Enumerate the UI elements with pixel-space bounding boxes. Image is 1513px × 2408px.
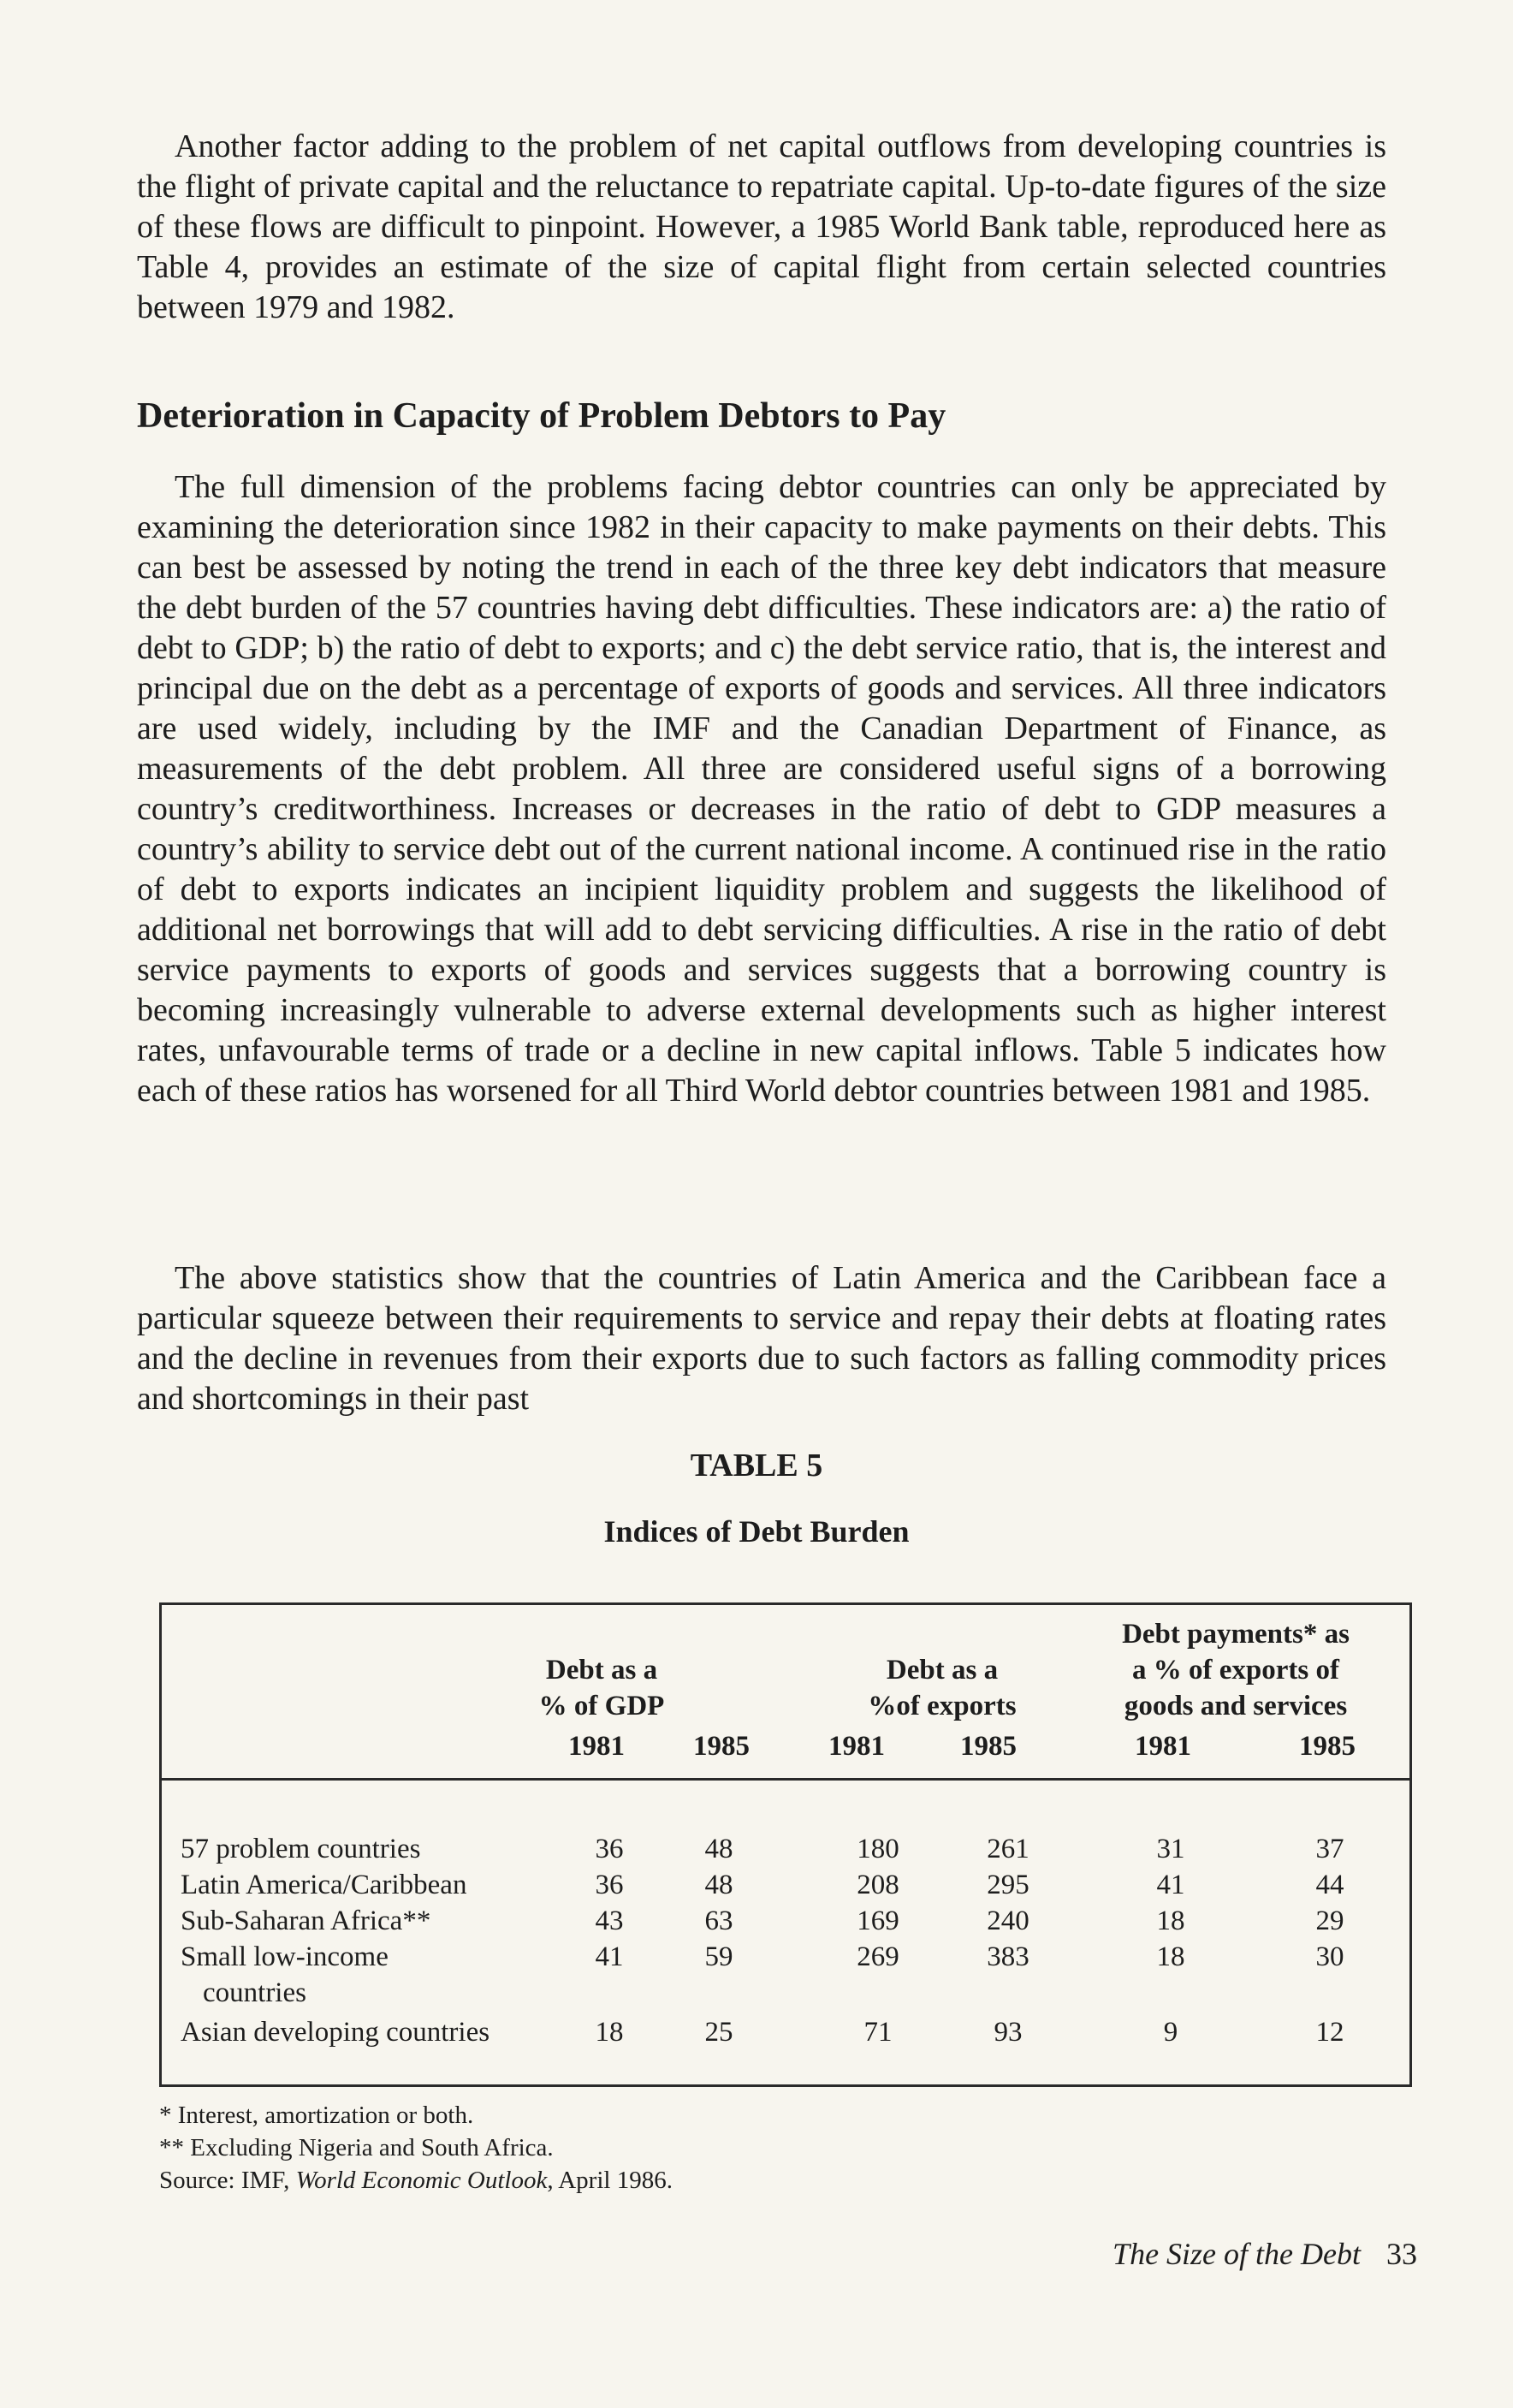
- table-notes: [159, 2099, 1272, 2197]
- table-title: Indices of Debt Burden: [603, 1514, 910, 1549]
- value-cell: 9: [1163, 2017, 1178, 2048]
- row-label-continued: countries: [203, 1977, 306, 2008]
- value-cell: 295: [987, 1870, 1029, 1900]
- header-debt-gdp: [490, 1652, 713, 1724]
- value-cell: 240: [987, 1906, 1029, 1936]
- table-row: [162, 2014, 1409, 2050]
- value-cell: 31: [1156, 1834, 1185, 1864]
- header-debt-gdp-line1: Debt as a: [545, 1655, 658, 1686]
- year-header: 1981: [1135, 1731, 1191, 1762]
- header-divider: [162, 1778, 1409, 1781]
- value-cell: 48: [704, 1834, 733, 1864]
- value-cell: 18: [1156, 1906, 1185, 1936]
- paragraph-debt-indicators: The full dimension of the problems facing debtor countries can only be appreciated by examining the deterioration since 1982 in their capacity to make payments on their debts. This can best be assessed by noting the trend in each of the three key debt indicators that measure the debt burden of the 57 countries having debt difficulties. These indicators are: a) the ratio of debt to GDP; b) the ratio of debt to exports; and c) the debt service ratio, that is, the interest and principal due on the debt as a percentage of exports of goods and services. All three indicators are used widely, including by the IMF and the Canadian Department of Finance, as measurements of the debt problem. All three are considered useful signs of a borrowing country’s creditworthiness. Increases or decreases in the ratio of debt to GDP measures a country’s ability to service debt out of the current national income. A continued rise in the ratio of debt to exports indicates an incipient liquidity problem and suggests the likelihood of additional net borrowings that will add to debt servicing difficulties. A rise in the ratio of debt service payments to exports of goods and services suggests that a borrowing country is becoming increasingly vulnerable to adverse external developments such as higher interest rates, unfavourable terms of trade or a decline in new capital inflows. Table 5 indicates how each of these ratios has worsened for all Third World debtor countries between 1981 and 1985.: [137, 469, 1386, 1109]
- value-cell: 12: [1315, 2017, 1344, 2048]
- header-debt-exports-line1: Debt as a: [886, 1655, 999, 1686]
- row-label: Small low-income: [181, 1941, 389, 1972]
- header-debt-gdp-line2: % of GDP: [538, 1691, 665, 1721]
- value-cell: 59: [704, 1941, 733, 1972]
- value-cell: 25: [704, 2017, 733, 2048]
- year-header: 1981: [828, 1731, 885, 1762]
- year-header: 1985: [1299, 1731, 1356, 1762]
- value-cell: 93: [994, 2017, 1023, 2048]
- debt-burden-table: [159, 1602, 1412, 2087]
- footnote-interest: * Interest, amortization or both.: [159, 2102, 474, 2129]
- row-label: Sub-Saharan Africa**: [181, 1906, 431, 1936]
- header-debt-exports-line2: %of exports: [868, 1691, 1017, 1721]
- row-label: Latin America/Caribbean: [181, 1870, 467, 1900]
- paragraph-capital-flight: Another factor adding to the problem of net capital outflows from developing countries is the flight of private capital and the reluctance to repatriate capital. Up-to-date figures of the size of these flows are difficult to pinpoint. However, a 1985 World Bank table, reproduced here as Table 4, provides an estimate of the size of capital flight from certain selected countries between 1979 and 1982.: [137, 128, 1386, 325]
- value-cell: 41: [595, 1941, 624, 1972]
- value-cell: 36: [595, 1870, 624, 1900]
- footnote-excluding: ** Excluding Nigeria and South Africa.: [159, 2134, 554, 2161]
- header-debt-payments-line0: Debt payments* as: [1122, 1619, 1350, 1650]
- header-debt-exports: [831, 1652, 1053, 1724]
- value-cell: 37: [1315, 1834, 1344, 1864]
- value-cell: 44: [1315, 1870, 1344, 1900]
- value-cell: 18: [595, 2017, 624, 2048]
- table-number: TABLE 5: [690, 1448, 823, 1483]
- table-row: [162, 1867, 1409, 1903]
- value-cell: 29: [1315, 1906, 1344, 1936]
- source-note: [159, 2164, 1272, 2197]
- source-suffix: , April 1986.: [547, 2167, 673, 2194]
- value-cell: 43: [595, 1906, 624, 1936]
- value-cell: 36: [595, 1834, 624, 1864]
- table-row: [162, 1903, 1409, 1939]
- table-row: [162, 1831, 1409, 1867]
- header-debt-payments-line1: a % of exports of: [1132, 1655, 1339, 1686]
- year-header: 1985: [960, 1731, 1017, 1762]
- value-cell: 71: [863, 2017, 893, 2048]
- value-cell: 18: [1156, 1941, 1185, 1972]
- value-cell: 383: [987, 1941, 1029, 1972]
- value-cell: 180: [857, 1834, 899, 1864]
- year-header: 1981: [568, 1731, 625, 1762]
- row-label: 57 problem countries: [181, 1834, 421, 1864]
- value-cell: 208: [857, 1870, 899, 1900]
- value-cell: 41: [1156, 1870, 1185, 1900]
- value-cell: 261: [987, 1834, 1029, 1864]
- source-prefix: Source: IMF,: [159, 2167, 296, 2194]
- value-cell: 63: [704, 1906, 733, 1936]
- table-row: [162, 1939, 1409, 2008]
- source-title: World Economic Outlook: [295, 2167, 548, 2194]
- value-cell: 30: [1315, 1941, 1344, 1972]
- year-header: 1985: [693, 1731, 750, 1762]
- section-heading: Deterioration in Capacity of Problem Debtors to Pay: [137, 396, 946, 436]
- header-debt-payments: [1095, 1616, 1377, 1724]
- value-cell: 48: [704, 1870, 733, 1900]
- row-label: Asian developing countries: [181, 2017, 490, 2048]
- paragraph-latin-america: The above statistics show that the countries of Latin America and the Caribbean face a particular squeeze between their requirements to service and repay their debts at floating rates and the decline in revenues from their exports due to such factors as falling commodity prices and shortcomings in their past: [137, 1260, 1386, 1417]
- value-cell: 169: [857, 1906, 899, 1936]
- header-debt-payments-line2: goods and services: [1124, 1691, 1348, 1721]
- value-cell: 269: [857, 1941, 899, 1972]
- page-number: 33: [1386, 2237, 1417, 2271]
- page-footer: [1112, 2236, 1417, 2272]
- running-title: The Size of the Debt: [1112, 2237, 1361, 2271]
